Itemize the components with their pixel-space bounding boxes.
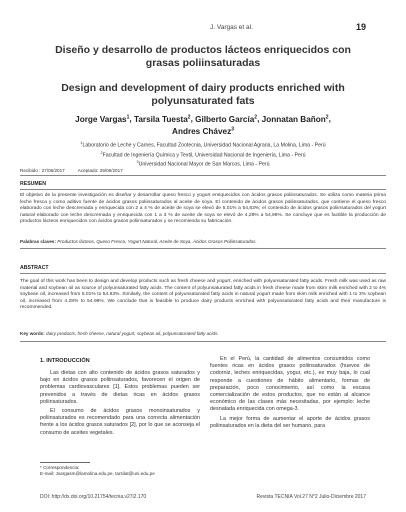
footnote-marker: * Correspondencia: [40,465,80,470]
resumen-text: El objetivo de la presente investigación es diseñar y desarrollar queso fresco y yogurt enriquecidos con ácidos grasos poliinsaturados. Se utiliza como materia prima leche fresca y como aditivo fuente de ácidos grasos poliinsaturados al aceite de soya. El contenido de ácidos grasos poliinsaturados, que contiene el queso fresco elaborado con leche descremada y enriquecida con 2 a 4 % de aceite de soya se elevó de 5,01% a 54,83%; el contenido de ácidos grasos poliinsaturados del yogurt natural elaborado con leche descremada y enriquecida con 1 a 3 % de aceite de soya se elevó de 4,28% a 54,98%. Se concluye que es factible la producción de productos lácteos enriquecidos con ácidos grasos poliinsaturados y se recomienda su fabricación. [20,193,386,224]
running-head: J. Vargas et al. [210,24,253,31]
page-number: 19 [355,22,366,32]
paragraph: Las dietas con alto contenido de ácidos grasos saturados y bajo en ácidos grasos poliinsaturados, favorecen el origen de problemas cardiovasculares [1]. Estos problemas pueden ser prevenidos a través de dietas ricas en ácidos grasos poliinsaturados. [40,370,200,405]
author-list: Jorge Vargas$^1$, Tarsila Tuesta$^2$, Gilberto García$^2$, Jonnatan Bañon$^2$, Andres Chávez$^3$ [75,114,331,137]
doi-link[interactable]: DOI: http://dx.doi.org/10.21754/tecnia.v27i2.170 [40,494,147,500]
resumen-heading: RESUMEN [20,181,46,187]
article-dates [20,168,386,176]
author: Jonnatan Bañon$^2$ [261,114,329,124]
affiliation: $^2$Facultad de Ingeniería Química y Textil, Universidad Nacional de Ingeniería, Lima - Perú [100,150,306,159]
paragraph: En el Perú, la cantidad de alimentos consumidos como fuentes ricas en ácidos grasos poliinsaturados (huevos de codorniz, leches enriquecidas, yogur, etc.), es muy baja, lo cual responde a cuestiones de hábito alimentario, formas de preparación, poco conocimiento, así como la escasa comercialización de estos productos, que no están al alcance económico de las clases más necesitadas, por ejemplo: leche desnatada enriquecida con omega-3. [210,356,370,413]
section-heading-introduction: 1. INTRODUCCIÓN [40,358,90,364]
abstract-text: The goal of this work has been to design and develop products such as fresh cheese and yogurt, enriched with polyunsaturated fatty acids. Fresh milk was used as raw material and soybean oil as source of polyunsaturated fatty acids. The content of polyunsaturated fatty acids in fresh cheese made from skim milk enriched with 2 to 4% soybean oil, increased from 5.01% to 54.83%. Similarly, the content of polyunsaturated fatty acids in natural yogurt made from skim milk enriched with 1 to 3% soybean oil, increased from 4.28% to 54.98%. We conclude that is feasible to produce dairy products enriched with polyunsaturated fatty acids and their manufacture is recommended. [20,279,386,310]
abstract-keywords [20,331,386,337]
author: Andres Chávez$^3$ [172,126,234,137]
received-date: Recibido : 27/06/2017 [20,168,65,173]
keywords-text: dairy products, fresh cheese, natural yogurt, soybean oil, polyunsaturated fatty acids. [46,331,219,336]
title-spanish: Diseño y desarrollo de productos lácteos enriquecidos con grasas poliinsaturadas [55,44,351,69]
keywords-label: Key words: [20,331,45,336]
resumen-keywords [20,239,386,245]
title-english: Design and development of dairy products enriched with polyunsaturated fats [61,82,345,107]
paragraph: El consumo de ácidos grasos monoinsaturados y poliinsaturados es recomendado para una correcta alimentación frente a los ácidos grasos saturados [2], por lo que se aconseja el consumo de aceites vegetales. [40,408,200,436]
page-header [40,24,366,36]
right-column [210,356,370,432]
footnote [40,465,210,477]
divider [20,248,386,249]
accepted-date: Aceptado: 29/09/2017 [77,168,123,173]
author: Tarsila Tuesta$^2$ [133,114,191,124]
author: Jorge Vargas$^1$ [75,114,130,124]
journal-info: Revista TECNIA Vol.27 N°2 Julio-Diciembre 2017 [256,494,366,500]
divider [20,189,386,190]
abstract-heading: ABSTRACT [20,265,49,271]
affiliations [40,140,366,169]
keywords-text: Productos lácteos, Queso Fresco, Yogurt Natural, Aceite de Soya, Ácidos Grasos Poliinsaturados. [57,239,257,244]
divider [20,273,386,274]
footnote-divider [40,462,90,463]
footnote-email: E-mail: Jvargasm@lamolina.edu.pe, tarsilat@uni.edu.pe [40,471,155,476]
keywords-label: Palabras claves: [20,239,57,244]
affiliation: $^1$Laboratorio de Leche y Carnes, Facultad Zootecnia, Universidad Nacional Agraria, La Molina, Lima - Perú [80,141,326,149]
author: Gilberto García$^2$ [195,114,258,124]
page-footer [40,494,366,502]
left-column [40,370,200,439]
divider [20,341,386,342]
paragraph: La mejor forma de aumentar el aporte de ácidos grasos poliinsaturados en la dieta del ser humano, para [210,415,370,429]
affiliation: $^3$Universidad Nacional Mayor de San Marcos, Lima - Perú [136,160,270,169]
